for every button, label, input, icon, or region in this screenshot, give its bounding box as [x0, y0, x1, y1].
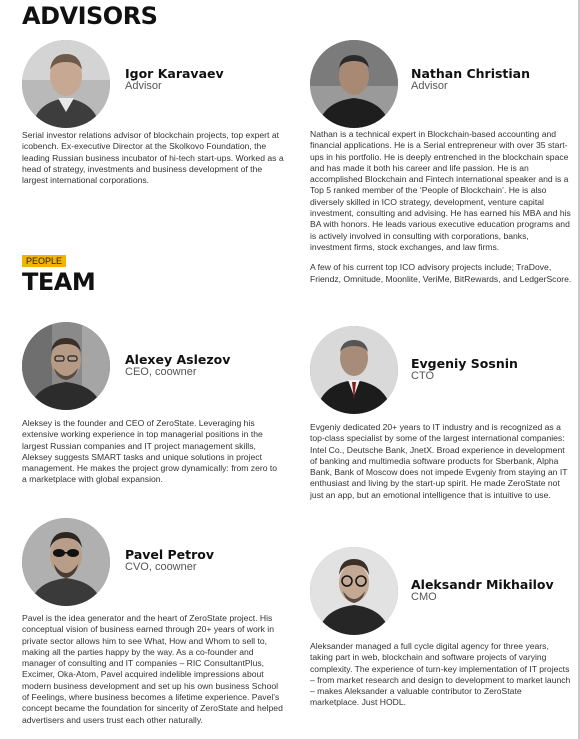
avatar-igor-karavaev — [22, 40, 110, 128]
bio-extra-text: A few of his current top ICO advisory projects include; TraDove, Friendz, Omnitude, Moonlite, VeriMe, BitRewards, and LedgerScore. — [310, 262, 572, 284]
team-member-bio — [22, 613, 284, 726]
bio-text: Aleksey is the founder and CEO of ZeroState. Leveraging his extensive working experience in top managerial positions in the largest Russian companies and IT project management skills, Aleksey suggests SMART tasks and unique solutions in project management. He makes the project grow dynamically: from zero to a marketplace with global expansion. — [22, 418, 278, 485]
bio-text: Nathan is a technical expert in Blockchain-based accounting and financial applications. He is a Serial entrepreneur with over 35 start-ups in his portfolio. He is deeply entrenched in the blockchain space and has made it both his career and life passion. He is an accomplished Blockchain and Fintech international speaker and is a Top 5 ranked member of the ‘People of Blockchain’. He is also diversely skilled in ICO strategy, development, venture capital investment, consulting and advising. He has earned his MBA and his BA with honors. He leads various executive education programs and is actively involved in consulting with corporations, banks, investment firms, stock exchanges, and law firms. — [310, 129, 571, 252]
team-member-role: CVO, coowner — [125, 561, 197, 573]
team-member-bio — [22, 418, 284, 486]
avatar-nathan-christian — [310, 40, 398, 128]
team-member-role: CTO — [411, 370, 435, 382]
bio-text: Pavel is the idea generator and the heart of ZeroState project. His conceptual vision of business earned through 20+ years of work in private sector allows him to see What, How and Whom to sell to, making all the parties happy by the way. As a co-founder and manager of consulting and IT companies – RIC ConsultantPlus, Excimer, Oka-Atom, Pavel acquired indelible impressions about modern business development and set up his own business School of Feelings, where business becomes a lifetime experience. Pavel’s concept became the foundation for sincerity of ZeroState and helped advertisers and users trust each other naturally. — [22, 613, 283, 725]
avatar-alexey-aslezov — [22, 322, 110, 410]
team-member-bio — [310, 641, 572, 709]
team-member-name: Aleksandr Mikhailov — [411, 577, 554, 592]
people-tag: PEOPLE — [22, 255, 66, 267]
team-heading: TEAM — [22, 268, 96, 296]
advisor-name: Igor Karavaev — [125, 66, 224, 81]
team-member-name: Evgeniy Sosnin — [411, 356, 518, 371]
team-member-role: CEO, coowner — [125, 366, 197, 378]
team-member-name: Alexey Aslezov — [125, 352, 231, 367]
bio-text: Serial investor relations advisor of blockchain projects, top expert at icobench. Ex-executive Director at the Skolkovo Foundation, the leading Russian business incubator of hi-tech start-ups. Worked as a head of strategy, investments and business development of the largest international corporations. — [22, 130, 284, 186]
team-member-bio — [310, 422, 572, 501]
avatar-aleksandr-mikhailov — [310, 547, 398, 635]
advisor-role: Advisor — [411, 80, 448, 92]
advisor-role: Advisor — [125, 80, 162, 92]
advisor-name: Nathan Christian — [411, 66, 531, 81]
bio-text: Evgeniy dedicated 20+ years to IT industry and is recognized as a top-class specialist by some of the largest international companies: Intel Co., Deutsche Bank, JnetX. Broad experience in development of banking and multimedia software products for Sberbank, Alpha Bank, Bank of Moscow does not impede Evgeniy from staying an IT enthusiast and living by the start-up spirit. He made ZeroState not just an app, but an emotional intelligence that is intuitive to use. — [310, 422, 568, 500]
advisor-bio — [310, 129, 572, 285]
avatar-evgeniy-sosnin — [310, 326, 398, 414]
advisors-heading: ADVISORS — [22, 2, 158, 30]
advisor-bio — [22, 130, 284, 186]
avatar-pavel-petrov — [22, 518, 110, 606]
team-member-name: Pavel Petrov — [125, 547, 215, 562]
team-member-role: CMO — [411, 591, 437, 603]
bio-text: Aleksander managed a full cycle digital agency for three years, taking part in web, blockchain and software projects of varying complexity. The experience of turn-key implementation of IT projects – from market research and design to development to market launch – makes Aleksander a valuable contributor to ZeroState marketplace. Just HODL. — [310, 641, 571, 708]
